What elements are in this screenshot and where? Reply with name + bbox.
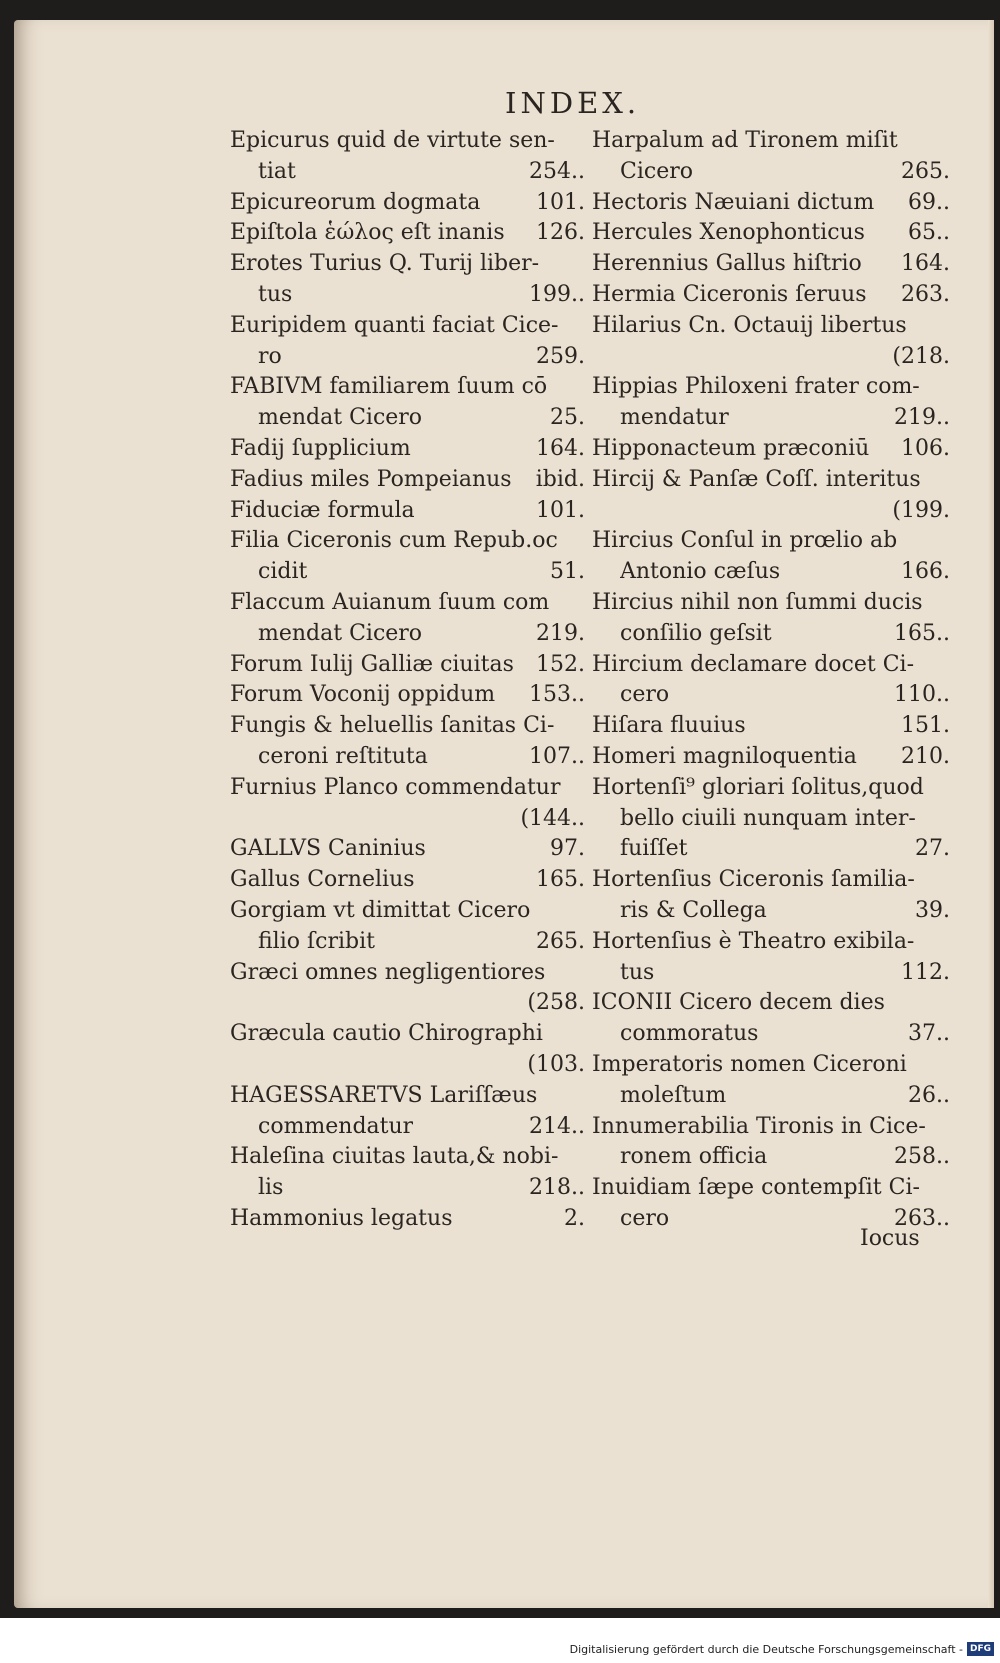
- index-entry-text: Forum Iulij Galliæ ciuitas: [230, 651, 514, 677]
- index-entry-page: 101.: [536, 497, 585, 523]
- index-entry-line: [592, 927, 950, 958]
- index-entry-line: [230, 680, 585, 711]
- index-entry-page: 164.: [901, 251, 950, 277]
- index-entry-line: [592, 403, 950, 434]
- index-entry-page: 219..: [894, 405, 950, 431]
- page-header-title: INDEX.: [505, 86, 641, 120]
- index-entry-text: Furnius Planco commendatur: [230, 774, 561, 800]
- index-entry-text: Hilarius Cn. Octauij libertus: [592, 312, 907, 338]
- index-entry-line: [230, 711, 585, 742]
- index-entry-page: 166.: [901, 559, 950, 585]
- index-entry-text: Græcula cautio Chirographi: [230, 1021, 543, 1047]
- index-entry-line: [230, 188, 585, 219]
- dfg-logo-icon: DFG: [967, 1642, 994, 1656]
- index-entry-line: [230, 1081, 585, 1112]
- index-entry-line: [230, 1173, 585, 1204]
- index-entry-line: [592, 896, 950, 927]
- index-entry-line: [592, 280, 950, 311]
- index-entry-page: 164.: [536, 435, 585, 461]
- index-entry-text: FABIVM familiarem ſuum cō: [230, 374, 548, 400]
- index-entry-page: (144..: [520, 805, 585, 831]
- index-entry-line: [592, 1142, 950, 1173]
- index-entry-page: (103.: [527, 1051, 585, 1077]
- index-entry-text: moleſtum: [620, 1082, 727, 1108]
- index-entry-text: Hircius Conſul in prœlio ab: [592, 528, 898, 554]
- index-entry-text: GALLVS Caninius: [230, 836, 426, 862]
- index-entry-page: 152.: [536, 651, 585, 677]
- index-entry-text: Hectoris Næuiani dictum: [592, 189, 875, 215]
- index-entry-text: conſilio geſsit: [620, 620, 772, 646]
- index-entry-text: Flaccum Auianum ſuum com: [230, 589, 550, 615]
- index-entry-line: [230, 927, 585, 958]
- index-entry-text: Epicurus quid de virtute sen-: [230, 128, 555, 153]
- index-entry-page: 263.: [901, 281, 950, 307]
- index-entry-text: Herennius Gallus hiſtrio: [592, 251, 862, 277]
- index-entry-line: [592, 742, 950, 773]
- index-entry-page: 214..: [529, 1113, 585, 1139]
- index-entry-line: [592, 1112, 950, 1143]
- index-entry-page: 97.: [550, 836, 585, 862]
- index-entry-text: Hipponacteum præconiū: [592, 435, 870, 461]
- index-entry-text: Hircium declamare docet Ci-: [592, 651, 915, 677]
- index-entry-page: 258..: [894, 1144, 950, 1170]
- index-entry-page: 65..: [908, 220, 950, 246]
- index-entry-text: Filia Ciceronis cum Repub.oc: [230, 528, 558, 554]
- index-entry-line: [230, 773, 585, 804]
- index-entry-page: 25.: [550, 405, 585, 431]
- index-entry-page: 165..: [894, 620, 950, 646]
- index-entry-text: cero: [620, 1205, 670, 1231]
- index-entry-line: [592, 372, 950, 403]
- index-entry-text: Inuidiam ſæpe contempſit Ci-: [592, 1175, 920, 1201]
- index-entry-line: [592, 988, 950, 1019]
- index-entry-page: 165.: [536, 867, 585, 893]
- index-entry-page: 219.: [536, 620, 585, 646]
- index-entry-text: mendat Cicero: [258, 405, 423, 431]
- index-entry-page: 199..: [529, 281, 585, 307]
- index-entry-line: [592, 958, 950, 989]
- index-entry-text: Gallus Cornelius: [230, 867, 415, 893]
- index-entry-page: 153..: [529, 682, 585, 708]
- index-entry-text: Fadius miles Pompeianus: [230, 466, 512, 492]
- index-entry-line: [230, 403, 585, 434]
- index-entry-text: Hortenſius è Theatro exibila-: [592, 928, 915, 954]
- index-entry-line: [592, 496, 950, 527]
- index-entry-line: [230, 988, 585, 1019]
- index-entry-line: [592, 804, 950, 835]
- index-entry-line: [592, 249, 950, 280]
- index-entry-text: ris & Collega: [620, 897, 767, 923]
- index-entry-text: Hortenſi⁹ gloriari ſolitus,quod: [592, 774, 924, 800]
- index-entry-page: 151.: [901, 713, 950, 739]
- index-entry-text: ICONII Cicero decem dies: [592, 990, 885, 1016]
- index-entry-text: tus: [258, 281, 293, 307]
- index-entry-text: cero: [620, 682, 670, 708]
- index-entry-text: Epiſtola ἑώλος eſt inanis: [230, 220, 505, 246]
- index-entry-line: [230, 619, 585, 650]
- index-entry-line: [592, 865, 950, 896]
- index-entry-line: [230, 218, 585, 249]
- index-entry-line: [592, 157, 950, 188]
- index-entry-text: Epicureorum dogmata: [230, 189, 481, 215]
- catchword: Iocus: [860, 1226, 920, 1251]
- index-entry-line: [230, 496, 585, 527]
- index-entry-text: Græci omnes negligentiores: [230, 959, 546, 985]
- index-entry-line: [592, 218, 950, 249]
- index-entry-text: cidit: [258, 559, 308, 585]
- index-entry-text: Hortenſius Ciceronis ſamilia-: [592, 867, 915, 893]
- index-entry-line: [230, 958, 585, 989]
- index-entry-page: ibid.: [535, 466, 585, 492]
- index-entry-line: [230, 896, 585, 927]
- index-entry-text: HAGESSARETVS Lariſſæus: [230, 1082, 538, 1108]
- index-entry-text: Fungis & heluellis ſanitas Ci-: [230, 713, 555, 739]
- footer-credit: Digitalisierung gefördert durch die Deutsche Forschungsgemeinschaft -: [569, 1642, 963, 1656]
- index-entry-line: [230, 342, 585, 373]
- index-entry-text: commoratus: [620, 1021, 759, 1047]
- index-entry-line: [230, 1204, 585, 1235]
- index-entry-page: 26..: [908, 1082, 950, 1108]
- index-entry-line: [592, 557, 950, 588]
- index-entry-text: Homeri magniloquentia: [592, 743, 857, 769]
- index-entry-text: Hircij & Panſæ Coſſ. interitus: [592, 466, 921, 492]
- index-entry-line: [230, 311, 585, 342]
- index-entry-text: tiat: [258, 158, 296, 184]
- index-entry-line: [230, 249, 585, 280]
- index-entry-page: 254..: [529, 158, 585, 184]
- index-entry-text: Erotes Turius Q. Turij liber-: [230, 251, 540, 277]
- index-entry-text: Fadij ſupplicium: [230, 435, 411, 461]
- index-entry-line: [230, 434, 585, 465]
- index-entry-page: 106.: [901, 435, 950, 461]
- index-entry-page: 210.: [901, 743, 950, 769]
- index-entry-page: 69..: [908, 189, 950, 215]
- index-entry-line: [230, 742, 585, 773]
- index-entry-line: [592, 1050, 950, 1081]
- index-entry-line: [592, 526, 950, 557]
- index-entry-line: [592, 680, 950, 711]
- index-entry-page: 265.: [536, 928, 585, 954]
- index-entry-page: 27.: [915, 836, 950, 862]
- index-entry-text: mendat Cicero: [258, 620, 423, 646]
- index-entry-line: [592, 650, 950, 681]
- index-entry-line: [592, 434, 950, 465]
- index-entry-text: Hircius nihil non ſummi ducis: [592, 589, 923, 615]
- index-entry-text: Harpalum ad Tironem miſit: [592, 128, 898, 153]
- index-entry-page: 39.: [915, 897, 950, 923]
- index-entry-page: 110..: [894, 682, 950, 708]
- index-entry-line: [230, 1142, 585, 1173]
- index-entry-page: 51.: [550, 559, 585, 585]
- index-entry-page: 101.: [536, 189, 585, 215]
- index-entry-page: 107..: [529, 743, 585, 769]
- index-entry-text: mendatur: [620, 405, 729, 431]
- index-column-left: [230, 126, 585, 1235]
- index-entry-text: Gorgiam vt dimittat Cicero: [230, 897, 531, 923]
- index-entry-text: Hippias Philoxeni frater com-: [592, 374, 920, 400]
- index-entry-text: Euripidem quanti faciat Cice-: [230, 312, 559, 338]
- index-entry-line: [230, 1112, 585, 1143]
- index-entry-text: ceroni reſtituta: [258, 743, 428, 769]
- index-entry-line: [230, 465, 585, 496]
- index-entry-line: [592, 588, 950, 619]
- index-entry-line: [230, 834, 585, 865]
- index-entry-text: tus: [620, 959, 655, 985]
- index-entry-text: Imperatoris nomen Ciceroni: [592, 1051, 907, 1077]
- index-entry-line: [230, 557, 585, 588]
- index-entry-line: [592, 1173, 950, 1204]
- index-entry-line: [592, 188, 950, 219]
- index-entry-line: [592, 465, 950, 496]
- index-entry-line: [230, 157, 585, 188]
- index-entry-text: Fiduciæ formula: [230, 497, 415, 523]
- index-entry-page: 126.: [536, 220, 585, 246]
- index-entry-page: (199.: [892, 497, 950, 523]
- index-entry-page: 2.: [564, 1205, 585, 1231]
- index-entry-text: ro: [258, 343, 282, 369]
- index-entry-line: [230, 865, 585, 896]
- index-entry-line: [230, 804, 585, 835]
- index-entry-text: Hermia Ciceronis ſeruus: [592, 281, 867, 307]
- index-entry-text: lis: [258, 1175, 284, 1201]
- index-entry-page: 112.: [901, 959, 950, 985]
- index-entry-text: commendatur: [258, 1113, 414, 1139]
- index-entry-line: [230, 588, 585, 619]
- index-column-right: [592, 126, 950, 1235]
- index-entry-line: [230, 526, 585, 557]
- index-entry-text: Cicero: [620, 158, 693, 184]
- index-entry-text: Antonio cæſus: [620, 559, 781, 585]
- index-entry-line: [230, 650, 585, 681]
- page-edge: [988, 20, 994, 1608]
- index-entry-line: [592, 1081, 950, 1112]
- index-entry-page: 259.: [536, 343, 585, 369]
- index-entry-line: [230, 1019, 585, 1050]
- index-entry-page: 218..: [529, 1175, 585, 1201]
- index-entry-line: [592, 1019, 950, 1050]
- index-entry-text: Hiſara fluuius: [592, 713, 746, 739]
- digitization-footer: [570, 1642, 994, 1656]
- index-entry-line: [592, 711, 950, 742]
- index-entry-text: Forum Voconij oppidum: [230, 682, 496, 708]
- index-entry-text: bello ciuili nunquam inter-: [620, 805, 916, 831]
- index-entry-page: (218.: [892, 343, 950, 369]
- index-entry-text: ronem officia: [620, 1144, 768, 1170]
- index-entry-text: Innumerabilia Tironis in Cice-: [592, 1113, 926, 1139]
- index-entry-line: [230, 126, 585, 157]
- index-entry-page: (258.: [527, 990, 585, 1016]
- index-entry-page: 265.: [901, 158, 950, 184]
- index-entry-text: Hercules Xenophonticus: [592, 220, 865, 246]
- index-entry-text: Haleſina ciuitas lauta,& nobi-: [230, 1144, 559, 1170]
- index-entry-line: [230, 372, 585, 403]
- index-entry-line: [592, 126, 950, 157]
- index-entry-line: [592, 342, 950, 373]
- index-entry-line: [592, 619, 950, 650]
- index-entry-line: [230, 1050, 585, 1081]
- index-entry-text: fuiſſet: [620, 836, 688, 862]
- index-entry-line: [592, 311, 950, 342]
- index-entry-line: [230, 280, 585, 311]
- index-entry-page: 37..: [908, 1021, 950, 1047]
- index-entry-text: Hammonius legatus: [230, 1205, 453, 1231]
- index-entry-line: [592, 773, 950, 804]
- index-entry-text: filio ſcribit: [258, 928, 375, 954]
- index-entry-page: 263..: [894, 1205, 950, 1231]
- index-entry-line: [592, 834, 950, 865]
